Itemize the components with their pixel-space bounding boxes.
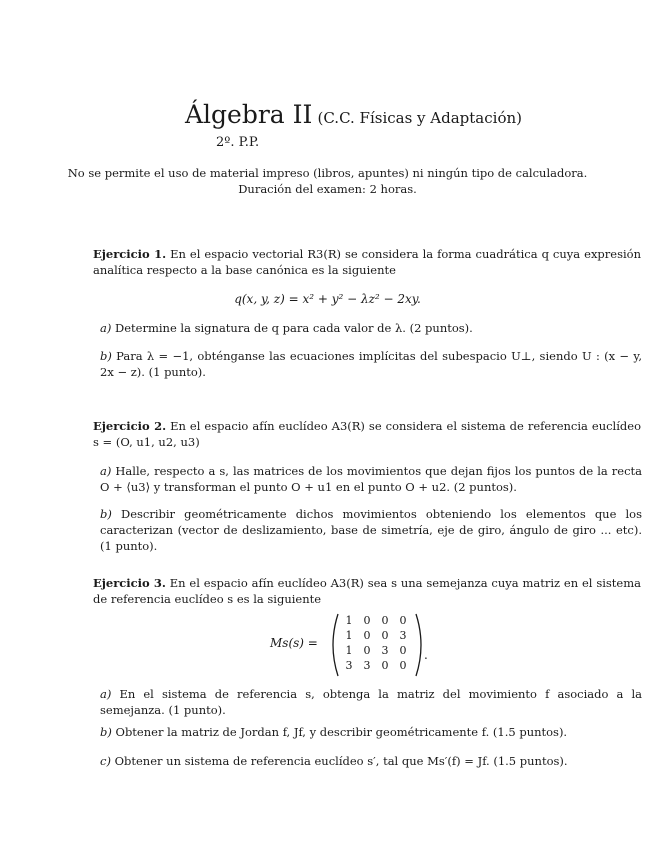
exercise-1-heading: Ejercicio 1.	[93, 247, 167, 261]
matrix-label: Ms(s) =	[270, 636, 318, 650]
exercise-2-item-b	[100, 506, 642, 554]
exercise-1-equation: q(x, y, z) = x² + y² − λz² − 2xy.	[234, 292, 421, 306]
item-label: b)	[100, 507, 112, 521]
matrix-cell: 1	[345, 614, 353, 627]
exercise-1-item-b	[100, 348, 642, 380]
matrix-cell: 0	[381, 659, 389, 672]
exercise-3-heading: Ejercicio 3.	[93, 576, 166, 590]
exercise-2-text: En el espacio afín euclídeo A3(R) se considera el sistema de referencia euclídeo s = (O, u1, u2, u3)	[93, 419, 642, 449]
matrix-cell: 3	[399, 629, 407, 642]
item-label: a)	[100, 464, 112, 478]
item-label: a)	[100, 321, 112, 335]
matrix-cell: 1	[345, 629, 353, 642]
title-main: Álgebra II	[185, 100, 313, 129]
matrix-cell: 0	[381, 629, 389, 642]
notice-line-2: Duración del examen: 2 horas.	[238, 182, 417, 196]
item-label: b)	[100, 725, 112, 739]
matrix-cell: 0	[363, 644, 371, 657]
matrix-period: .	[424, 648, 428, 662]
title-sub: (C.C. Físicas y Adaptación)	[317, 109, 522, 127]
notice-line-1: No se permite el uso de material impreso (libros, apuntes) ni ningún tipo de calculadora.	[67, 166, 588, 180]
item-label: a)	[100, 687, 112, 701]
matrix-cell: 0	[363, 629, 371, 642]
exercise-3-text: En el espacio afín euclídeo A3(R) sea s una semejanza cuya matriz en el sistema de referencia euclídeo s es la siguiente	[93, 576, 641, 606]
exercise-1-intro	[93, 246, 641, 278]
item-text: Determine la signatura de q para cada valor de λ. (2 puntos).	[115, 321, 473, 335]
exercise-2-item-a	[100, 463, 642, 495]
exercise-1-item-a	[100, 320, 642, 336]
matrix-cell: 0	[399, 659, 407, 672]
exercise-3-item-c	[100, 753, 642, 769]
item-text: Obtener un sistema de referencia euclídeo s′, tal que Ms′(f) = Jf. (1.5 puntos).	[114, 754, 568, 768]
item-text: Obtener la matriz de Jordan f, Jf, y describir geométricamente f. (1.5 puntos).	[115, 725, 568, 739]
exercise-2-heading: Ejercicio 2.	[93, 419, 167, 433]
exercise-3-intro	[93, 575, 641, 607]
exercise-3-item-a	[100, 686, 642, 718]
exercise-3-item-b	[100, 724, 642, 740]
item-text: En el sistema de referencia s, obtenga la matriz del movimiento f asociado a la semejanza. (1 punto).	[100, 687, 643, 717]
matrix-cell: 3	[363, 659, 371, 672]
exercise-2-intro	[93, 418, 641, 450]
matrix-cell: 3	[381, 644, 389, 657]
exam-subtitle: 2º. P.P.	[216, 135, 260, 150]
left-paren	[333, 614, 338, 676]
item-label: c)	[100, 754, 111, 768]
item-text: Para λ = −1, obténganse las ecuaciones implícitas del subespacio U⊥, siendo U : (x − y, 2x − z). (1 punto).	[100, 349, 642, 379]
matrix-cell: 1	[345, 644, 353, 657]
matrix-cell: 0	[399, 644, 407, 657]
matrix	[330, 612, 424, 678]
exercise-1-text: En el espacio vectorial R3(R) se considera la forma cuadrática q cuya expresión analítica respecto a la base canónica es la siguiente	[93, 247, 642, 277]
item-text: Halle, respecto a s, las matrices de los movimientos que dejan fijos los puntos de la recta O + ⟨u3⟩ y transforman el punto O + u1 en el punto O + u2. (2 puntos).	[100, 464, 642, 494]
right-paren	[416, 614, 421, 676]
item-text: Describir geométricamente dichos movimientos obteniendo los elementos que los caracterizan (vector de deslizamiento, base de simetría, eje de giro, ángulo de giro ... etc). (1 punto).	[100, 507, 642, 553]
matrix-cell: 0	[399, 614, 407, 627]
matrix-cell: 0	[381, 614, 389, 627]
page-title	[185, 100, 522, 129]
item-label: b)	[100, 349, 112, 363]
matrix-cell: 0	[363, 614, 371, 627]
matrix-cell: 3	[345, 659, 353, 672]
